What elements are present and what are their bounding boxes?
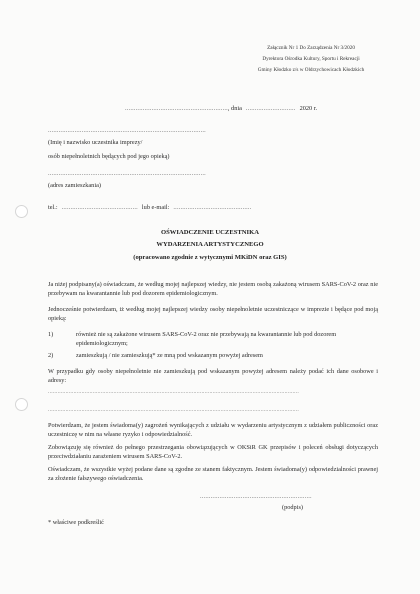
name-field-dots: ......................................................................................... [48, 127, 206, 134]
name-field-label: (Imię i nazwisko uczestnika imprezy/ [48, 139, 143, 146]
tel-label: tel.: [48, 204, 58, 211]
risk-paragraph: Potwierdzam, że jestem świadoma(y) zagrożeń wynikających z udziału w wydarzeniu artystycznym z udziałem publiczności oraz uczestniczę w nim na własne ryzyko i odpowiedzialność. [48, 422, 378, 438]
document-title: OŚWIADCZENIE UCZESTNIKA [160, 229, 259, 236]
header-director: Dyrektora Ośrodka Kultury, Sportu i Rekreacji [262, 56, 360, 62]
email-dots: ............................................ [173, 204, 252, 211]
signature-label: (podpis) [282, 504, 303, 511]
date-label: , dnia [227, 105, 242, 112]
minor-field-label: osób niepełnoletnich będących pod jego opieką) [48, 153, 170, 160]
header-annex-number: Załącznik Nr 1 Do Zarządzenia Nr 3/2020 [267, 45, 355, 51]
declaration-paragraph: Ja niżej podpisany(a) oświadczam, że według mojej najlepszej wiedzy, nie jestem osobą zakażoną wirusem SARS-CoV-2 oraz nie przebywam na kwarantannie lub pod dozorem epidemiologicznym. [48, 281, 378, 297]
punch-hole [15, 398, 28, 411]
document-note: (opracowano zgodnie z wytycznymi MKiDN oraz GIS) [133, 254, 287, 261]
minors-address-paragraph: W przypadku gdy osoby niepełnoletnie nie zamieszkują pod wskazanym powyżej adresem należy podać ich dane osobowe i adresy: [48, 368, 378, 384]
email-label: lub e-mail: [141, 204, 170, 211]
minors-data-dots: ............................................................................................................................................................. [48, 407, 299, 413]
list-item: zamieszkują / nie zamieszkują* ze mną pod wskazanym powyżej adresem [76, 352, 263, 359]
date-dots: ............................ [245, 105, 296, 112]
compliance-paragraph: Zobowiązuję się również do pełnego przestrzegania obowiązujących w OKSiR GK przepisów i poleceń obsługi dotyczących przeciwdziałaniu zarażeniem wirusem SARS-CoV-2. [48, 444, 378, 460]
list-item: również nie są zakażone wirusem SARS-CoV-2 oraz nie przebywają na kwarantannie lub pod dozorem epidemiologicznym; [76, 331, 337, 347]
list-number: 1) [48, 331, 54, 338]
place-dots: .......................................................... [125, 105, 228, 112]
footnote: * właściwe podkreślić [48, 519, 104, 526]
punch-hole [15, 205, 28, 218]
signature-dots: ............................................................... [200, 493, 312, 500]
tel-dots: ........................................... [61, 204, 138, 211]
contact-line [48, 196, 251, 214]
list-number: 2) [48, 352, 54, 359]
header-municipality: Gminy Kłodzko z/s w Oldrzychowicach Kłodzkich [257, 67, 365, 73]
confirmation-paragraph: Jednocześnie potwierdzam, iż według mojej najlepszej wiedzy osoby niepełnoletnie uczestniczące w imprezie i będące pod moją opieką: [48, 306, 378, 322]
place-date-line [125, 97, 317, 115]
document-subtitle: WYDARZENIA ARTYSTYCZNEGO [156, 241, 264, 248]
address-field-label: (adres zamieszkania) [48, 182, 101, 189]
year-text: 2020 r. [299, 105, 318, 112]
truthfulness-paragraph: Oświadczam, że wszystkie wyżej podane dane są zgodne ze stanem faktycznym. Jestem świadoma(y) odpowiedzialności prawnej za złożenie fałszywego oświadczenia. [48, 466, 378, 482]
minors-data-dots: ............................................................................................................................................................. [48, 389, 299, 395]
address-field-dots: ......................................................................................... [48, 170, 206, 177]
